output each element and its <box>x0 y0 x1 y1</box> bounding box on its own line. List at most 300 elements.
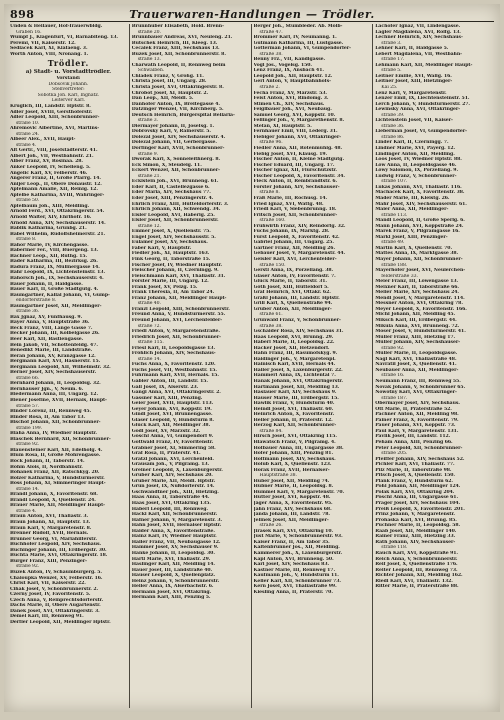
listing-entry: Hummel Karl, V, Margaretenstr. 70. <box>253 489 345 495</box>
listing-entry: Göschl Anna, VI, Gumpendorf 9. <box>131 434 214 440</box>
listing-entry: Haslauer Karl, XIV, Sechshaus 9. <box>253 390 337 396</box>
listing-entry: Hanke Johann, II, Leopoldsg. 30. <box>131 550 215 556</box>
listing-entry: Richter Johann, XII, Meidling 162. <box>375 573 463 579</box>
listing-entry: Nagl Karl, XVI, Thaliastraße 48. <box>375 356 457 362</box>
listing-entry: Dolezal Josef, XIV, Sechshauserstr. 4. <box>131 134 226 140</box>
listing-entry: Linder Karl, II, Czerningg. 7. <box>375 140 449 146</box>
listing-entry: Löwy Salomon, IX, Porzellang. 9. <box>375 168 459 174</box>
listing-entry: Janda Johann, III, Landstr. 78. <box>253 512 330 518</box>
listing-entry: Fiedler Anna, XII, Rotenmühlg. 48. <box>253 146 343 152</box>
listing-entry: Hübner Marie, II, Leopoldsg. 8. <box>253 484 334 490</box>
listing-entry: Chaloupka Wenzel, XV, Felberstr. 16. <box>10 575 103 581</box>
listing-entry: Ehrlich Johann, XII, Schwendg. 34. <box>131 207 221 213</box>
listing-entry: Gabler Anton, III, Landstr. 15. <box>131 379 208 384</box>
listing-entry: Forster Johann, XIV, Sechshauser- <box>253 184 340 190</box>
listing-entry: Christ Karl, VII, Kaiserstr. 22. <box>10 581 86 587</box>
listing-entry: Meller Marie, XIV, Sechshaus 24. <box>375 290 459 296</box>
listing-entry: Franzl Leopold, XIII, Schönbrunnerstr. <box>131 306 230 312</box>
listing-entry: Reich Anna, V, Schönbrunnerstr. <box>375 556 458 562</box>
listing-entry: Bachner Leop., XII, Ruthg. 15. <box>10 253 88 259</box>
listing-entry: Hacker Josef, XII, Hetzendorf. <box>253 345 330 351</box>
listing-entry: Fink Georg, II, Taborstraße 15. <box>131 256 211 262</box>
listing-entry: Lehner Karl, II, Haidgasse 5. <box>375 46 449 52</box>
listing-entry: Buzek Josef, XII, Schönbrunnerstr. 8. <box>131 51 226 57</box>
listing-entry: Hanak Johann, XVI, Ottakringerstr. <box>253 379 343 384</box>
listing-entry: straße 113. <box>381 212 408 218</box>
listing-entry: Benedikt Marie, III, Landstraße. <box>10 348 93 354</box>
listing-entry: straße 107. <box>381 179 408 185</box>
listing-entry: Fecha Franz, XV, Märzstr. 53. <box>253 90 327 96</box>
listing-entry: straße 4. <box>16 508 37 514</box>
listing-entry: Förster Marie, III, Ungarg. 12. <box>131 279 209 285</box>
listing-entry: Preiß Leopold, X, Favoritenstr. 201. <box>375 506 465 512</box>
listing-entry: Fried Ignaz, XVI, Wattg. 48. <box>253 201 324 207</box>
listing-entry: Fiedler Joh., XI, Hauptstr. 163. <box>131 251 210 257</box>
listing-entry: straße 5. <box>381 68 402 74</box>
listing-entry: Gerstl Anna, IX, Porzellang. 38. <box>253 268 334 274</box>
listing-entry: Leiterver Karl. <box>51 98 86 104</box>
listing-entry: Feiglbauer Joh., XVI, Neubaug. <box>253 107 332 113</box>
listing-entry: Hofer Johann, XIII, Penzing 81. <box>253 451 334 457</box>
listing-entry: Lenz Franz, IX, Ansbach 41. <box>253 68 324 74</box>
listing-entry: Bergmann Karl, XVI, Hasnerstr. 15. <box>10 359 101 365</box>
listing-entry: Bahor Marie, IV, Kirchengasse. <box>10 242 89 248</box>
listing-entry: Brauer Marie, XII, Meidlinger Haupt- <box>10 503 106 509</box>
listing-entry: Heindl Josef, XVI, Thaliastr. 60. <box>253 406 334 412</box>
listing-entry: Engel Josef, XIV, Sechshausstr. 5. <box>131 234 216 240</box>
listing-entry: Gall Josef, IX, Alserstr. 23. <box>131 384 199 390</box>
listing-entry: Eder Maria, XIV, Sechshaus 77. <box>131 190 211 196</box>
listing-entry: Boss Johann, XI, Simmeringer Haupt- <box>10 481 106 487</box>
listing-entry: Haidinger Joh., V, Margaretenpl. <box>253 356 336 362</box>
listing-entry: Hackl Karl, XII, Schönbrunnerstr. <box>131 512 218 518</box>
listing-entry: Böck Johann, II, Taborstr. 14. <box>10 459 85 465</box>
listing-entry: Dworak Karl, X, Sonneleithnerg. 8. <box>131 157 221 163</box>
listing-entry: Lukas Johann, XVI, Thaliastr. 116. <box>375 184 462 190</box>
listing-entry: straße 66. <box>16 375 40 381</box>
listing-entry: Berner Josef, XIV, Sechshauserstr. <box>10 370 97 376</box>
listing-entry: Fuchs Anna, X, Favoritenstr. 120. <box>131 362 216 368</box>
listing-entry: Lewinsky Anna, XVI, Ottakringer- <box>375 107 461 113</box>
listing-entry: Rainer Franz, XIII, Hietzing 33. <box>375 534 456 540</box>
listing-entry: Fiebig Josef, XVI, Klausg. 19. <box>253 151 328 157</box>
listing-entry: Haas Leopold, XVI, Brunng. 29. <box>253 334 334 340</box>
listing-entry: Gangl Anna, XVI, Ottakringerstr. 2. <box>131 390 221 396</box>
listing-entry: Rath Johann, XIV, Sechshauser- <box>375 539 456 545</box>
listing-column-1 <box>10 24 129 708</box>
listing-entry: Alber Franz, XV, Rosinaa. 28. <box>10 159 83 165</box>
listing-entry: straße 49. <box>381 240 405 246</box>
listing-entry: Datzinger Wenzel, VII, Kirchberg. 5. <box>131 107 224 113</box>
listing-entry: Bahr Leopold, IX, Lichtensteinstr. 13. <box>10 270 105 276</box>
listing-entry: Friesl Karl, II, Leopoldsgasse 13. <box>131 345 215 351</box>
listing-entry: Gödl Josef, XV, Märzstr. 32. <box>131 428 201 434</box>
listing-entry: Brunnbauer Andreas, XVI, Neuleng. 21. <box>131 35 233 41</box>
listing-entry: straße 16. <box>381 373 405 379</box>
listing-entry: Fleck Anton, II, Rembrandtstr. 6. <box>253 179 338 185</box>
listing-entry: Sedlacek Karl, XI, Klafaeng. 3. <box>10 46 88 52</box>
listing-entry: Bergmann Leopold, XII, Wilhelmstr. 32. <box>10 364 111 370</box>
listing-entry: Puchner Marie, II, Leopoldsg. 58. <box>375 523 461 529</box>
listing-entry: Hainz Karl, IV, Wiedner Hauptstr. <box>131 534 217 540</box>
listing-entry: Blaschek Bernhard, XII, Schönbrunner- <box>10 436 111 442</box>
listing-entry: straße 12. <box>137 223 161 229</box>
listing-entry: Müller Franz, XIII, Hietzing 17. <box>375 334 456 340</box>
listing-entry: Haider Anna, X, Favoritenstraße. <box>131 528 215 534</box>
listing-entry: Eisler Leopold, XVI, Haberlg. 25. <box>131 212 215 218</box>
listing-entry: straße 188. <box>381 262 408 268</box>
listing-entry: felderstraße 33. <box>381 273 418 279</box>
listing-entry: Hartl Marie, XVI, Thaliastr. 29. <box>131 556 211 562</box>
section-subheading: a) Stadt- u. Vorstadttrödler. <box>25 69 112 76</box>
listing-entry: Fischer Anton, II, Kleine Stadtgutg. <box>253 157 344 163</box>
listing-entry: Cecalek Franz, XIII, Sechshaus 13. <box>131 46 220 52</box>
listing-entry: Huber Josef, XII, Meidling 74. <box>253 478 330 484</box>
listing-entry: Gärtner Franz, XII, Meidling 26. <box>253 245 336 251</box>
listing-entry: Göth Josef, XIII, Hütteldorf 5. <box>253 284 329 290</box>
listing-entry: straße 40. <box>137 301 161 307</box>
listing-entry: Raab Josef, XII, Meidlinger 140. <box>375 528 457 534</box>
listing-entry: Czech Anna, V, Reinprechtsdorferstr. <box>10 597 104 603</box>
listing-entry: Fritsch Josef, XII, Schönbrunner- <box>253 212 338 218</box>
listing-column-4 <box>372 24 494 708</box>
listing-entry: Ritter Marie, II, Praterstraße 88. <box>375 584 459 590</box>
listing-entry: Danhofer Anton, IX, Breitegasse 4. <box>131 101 220 107</box>
listing-entry: Peham Anna, XIII, Penzing 66. <box>375 440 453 446</box>
listing-entry: Ecklstein Joh., XVI, Brunneng. 61. <box>131 179 219 185</box>
listing-entry: Pilz Marie, II, Taborstraße 98. <box>375 467 452 473</box>
listing-entry: Buzek Anton, IV, Schaumburgerg. 5. <box>10 569 102 575</box>
listing-entry: Lieberman Josef, VI, Gumpendorfer- <box>375 129 468 135</box>
listing-entry: Glück Karl, XII, Meidlinger 38. <box>131 423 211 429</box>
listing-entry: Gratzl Johann, XVI, Lerchenfeld. <box>131 456 214 462</box>
listing-entry: straße 36. <box>381 123 405 129</box>
listing-entry: Marek Franz, V, Pilgramgasse 16. <box>375 229 460 235</box>
listing-entry: Kaufmann Joh., V, Hundsturm 11. <box>253 573 339 579</box>
listing-entry: Feist Anton, XVI, Rindomg. 3. <box>253 96 329 102</box>
listing-entry: Deutsch Heinrich, Bürgerspital Bellaria- <box>131 112 235 118</box>
listing-entry: straße 17. <box>381 57 405 63</box>
listing-entry: Kai 25. <box>381 85 398 91</box>
listing-entry: Böhm Alois, II, Nordbahnstr. <box>10 464 83 470</box>
listing-entry: Müller Johann, XIV, Sechshauser- <box>375 340 461 346</box>
listing-entry: Grün Josef, IX, Nußdorferstr. 14. <box>131 484 215 490</box>
listing-entry: straße 92. <box>16 442 40 448</box>
listing-entry: straße 47. <box>259 29 283 35</box>
listing-entry: Prinz Johann, V, Margaretenstr. <box>375 512 455 518</box>
listing-entry: Czerny Josef, IV, Favoritenstr. 5. <box>10 592 91 598</box>
listing-entry: Pichler Karl, XVI, Thaliastr. 77. <box>375 462 455 468</box>
listing-entry: Mikula Anna, XVI, Brunneng. 72. <box>375 323 460 329</box>
listing-entry: Cihak Josef, V, Schönbrunnerstr. 2. <box>10 586 99 592</box>
listing-entry: Haberl Leopold, III, Rennweg. <box>131 506 208 512</box>
listing-entry: Fuhrmann Karl, XVII, Hernals. 15. <box>131 373 219 379</box>
listing-entry: Hauer Josef, III, Landstraße 40. <box>131 567 213 573</box>
listing-entry: Pitsch Josef, X, Quellenstr. 150. <box>375 473 455 479</box>
listing-entry: straße 8. <box>259 190 280 196</box>
listing-entry: straße 10. <box>16 120 40 126</box>
listing-entry: Dan Leop., XII, Meidl. 5. <box>131 96 194 102</box>
listing-entry: Geisler Karl, XVI, Lerchenfelder- <box>253 256 337 262</box>
listing-entry: straße 86. <box>381 134 405 140</box>
listing-entry: Demel Karl, III, Rennweg 91. <box>10 614 84 620</box>
listing-entry: straße 187. <box>381 395 408 401</box>
listing-entry: Meixner Karl, II, Taborstraße 66. <box>375 284 459 290</box>
listing-entry: Peter Leopold, XII, Schönbrunner- <box>375 445 463 451</box>
listing-entry: Lenz Karl, V, Margaretenstr. <box>375 90 447 96</box>
listing-entry: straße 84. <box>259 428 283 434</box>
listing-entry: Meier Franz, III, Löwengasse 13. <box>375 279 459 285</box>
listing-entry: Pachner Anton, XII, Meidling 98. <box>375 412 459 418</box>
listing-entry: Fischer Josef, IV, Wiedner Hauptstr. <box>131 262 223 268</box>
listing-entry: Arnold Ferd., XVI, Ottakringerstr. 54. <box>10 209 105 215</box>
listing-entry: Kaltenbrunner Jos., XII, Meidling. <box>253 545 340 551</box>
listing-entry: straße 72. <box>137 323 161 329</box>
listing-entry: Kruglich, III, Landstr. Hptstr. 8. <box>10 104 91 110</box>
listing-entry: straße 13. <box>137 57 161 63</box>
listing-entry: Binder Lorenz, III, Rennweg 45. <box>10 409 92 415</box>
listing-entry: Müller Marie, II, Leopoldsgasse. <box>375 351 458 357</box>
listing-entry: Gruber Anton, XII, Meidlinger- <box>253 306 332 312</box>
listing-entry: Maier Anna, XII, Meidlinger- <box>375 207 449 213</box>
listing-entry: Nowotny Karl, XVI, Ottakringer- <box>375 390 457 396</box>
listing-entry: straße 24. <box>16 131 40 137</box>
listing-entry: Anijer Leop., II, Obere Donaustr. 12. <box>10 181 102 187</box>
listing-entry: Bayer Anna, V, Hauptstraße 36. <box>10 320 90 326</box>
listing-entry: Stimen Ch., XIV, Sechshaus. <box>253 101 325 107</box>
listing-entry: straße 9. <box>137 151 159 157</box>
listing-entry: Heinrich Anton, X, Favoritenstr. <box>253 412 335 418</box>
listing-entry: Dorfinger Karl, XVII, Schönbrunner- <box>131 146 225 152</box>
listing-entry: Lechner Heinrich, XIV, Sechshaus- <box>375 35 463 41</box>
listing-entry: Bax Jgnaz, XV, Fünfhausg. 9. <box>10 314 83 320</box>
listing-entry: straße 118. <box>381 545 408 551</box>
listing-entry: straße 3. <box>137 118 159 124</box>
listing-entry: Frank Josef, XV, Pelzg. 15. <box>131 284 198 290</box>
listing-entry: Apfelmann Amalie, XII, Reinig. 12. <box>10 187 98 193</box>
listing-entry: Fischer Ignaz, XII, Flurschützstr. <box>253 168 337 174</box>
listing-entry: Danek Josef, XVI, Ottakringerstr. 3. <box>10 608 100 614</box>
listing-entry: Hammer Josef, XV, Sechshauser 9. <box>131 545 219 551</box>
listing-entry: Glaser Anton, IV, Favoritenstr. 7. <box>253 273 336 279</box>
listing-entry: Freund Anna, V, Hundsturmerstr. 55. <box>131 312 226 318</box>
listing-entry: Haslinger Karl, XII, Meidling 14. <box>131 562 215 568</box>
listing-entry: Ahremovic Albertine, XVI, Martins- <box>10 126 100 132</box>
listing-entry: Christa Josef, III, Ungarg. 28. <box>131 79 207 85</box>
listing-entry: Wumpf J., Klagenfurt, VI, Barnabiteng. 13. <box>10 35 118 41</box>
listing-entry: Worth Anton, VIII, Nronang. 1. <box>10 51 89 57</box>
listing-entry: Burger Franz, XIII, Penzinger- <box>10 558 87 564</box>
listing-entry: Lagler Magdalena, XVI, Rolfg. 13. <box>375 29 461 35</box>
listing-entry: Painer Franz, X, Favoritenstr. 79. <box>375 417 459 423</box>
listing-entry: Fuchs Josef, VII, Westbahnstr. 15. <box>131 367 217 373</box>
listing-entry: Leitner Emilie, XVI, Wallg. 16. <box>375 73 452 79</box>
listing-entry: Eck Simon, X, Steudelg. 11. <box>131 162 202 168</box>
listing-entry: Hahn Franz, III, Rasumofskyg. 9. <box>253 351 338 357</box>
listing-entry: Jirasek Karl, XVI, Ottakring 10. <box>253 528 334 534</box>
listing-entry: Arnold Anna, XIV, Sechshauserstr. 14. <box>10 220 106 226</box>
listing-entry: Apfelbe Katharina, XVIII, Währinger- <box>10 192 105 198</box>
directory-page <box>4 4 500 712</box>
listing-entry: Hammerl Anna, IX, Lichtental 7. <box>253 373 336 379</box>
listing-entry: straße 36. <box>16 309 40 315</box>
listing-entry: Chladek Franz, V, Grohg. 11. <box>131 73 204 79</box>
listing-entry: Schwalben. <box>137 68 165 74</box>
listing-entry: Gruber Karl, XIV, Sechshaus 20. <box>131 473 213 479</box>
listing-entry: Alt Gertr., VIII, Josefstädterstr. 41. <box>10 148 98 154</box>
listing-entry: Heller Johann, II, Praterstr. 12. <box>253 417 333 423</box>
listing-entry: Mayerhofer Josef, XVI, Neulerchen- <box>375 268 466 274</box>
listing-entry: Lerch Johann, V, Hundsturmerstr. 27. <box>375 101 470 107</box>
listing-entry: Friedl Karl, V, Siebenbrunng. 18. <box>253 207 337 213</box>
listing-entry: Eckert Wenzel, XII, Schönbrunner- <box>131 168 220 174</box>
listing-entry: Geyer Johann, XVI, Koppstr. 19. <box>131 406 212 412</box>
listing-entry: Plank Franz, V, Hundsturm 62. <box>375 478 453 484</box>
listing-entry: Neubauer Anna, XII, Meidlinger- <box>375 367 459 373</box>
listing-entry: Mendl Josef, V, Margaretenstr. 114. <box>375 295 465 301</box>
listing-entry: straße 2. <box>259 85 280 91</box>
listing-entry: straße 96. <box>259 140 283 146</box>
listing-entry: straße 3. <box>381 40 402 46</box>
listing-entry: Charwath Leopold, II, Rennweg beim <box>131 62 226 68</box>
listing-entry: Badura Franz, IX, Müllnergasse 14. <box>10 264 100 270</box>
listing-entry: Angerer Franz, II, Große Pfarrg. 14. <box>10 176 101 182</box>
listing-entry: Fleischer Johann, II, Czerningg. 9. <box>131 268 219 274</box>
listing-entry: Kammerer Joh., X, Laxenburgerstr. <box>253 550 343 556</box>
listing-entry: Graf Rosa, II, Praterstr. 41. <box>131 451 201 457</box>
listing-entry: Jahn Franz, XIV, Sechshaus 68. <box>253 506 332 512</box>
listing-entry: Buchinger Johann, III, Erdbergstr. 30. <box>10 547 107 553</box>
listing-entry: Eder Josef, XIII, Penzingerstr. 4. <box>131 195 214 201</box>
listing-entry: Novak Johann, V, Schönbrunner 65. <box>375 384 466 390</box>
listing-entry: endorferstraße 8. <box>16 298 57 304</box>
listing-entry: Elsler Josef, XII, Schönbrunnerstr. <box>131 218 219 224</box>
listing-entry: straße 57. <box>16 403 40 409</box>
listing-entry: Bader Katharina, III, Bezirksg. 26. <box>10 259 98 265</box>
listing-entry: Gindl Josef, XVI, Brunnengasse. <box>131 412 213 418</box>
listing-entry: Jäger Anna, X, Favoritenstr. 95. <box>253 501 333 507</box>
listing-entry: Unden & Hellauer, Hof-Trauerwbldg. <box>10 24 103 29</box>
listing-entry: Brenner Rudolf, XVII, Hernals. <box>10 531 89 537</box>
listing-entry: Fiebiger Johann, XVI, Ottakringer- <box>253 134 342 140</box>
listing-entry: straße 14. <box>16 486 40 492</box>
listing-entry: Bernhard Johann, II, Leopoldsg. 32. <box>10 381 101 387</box>
listing-entry: straße 38. <box>259 323 283 329</box>
listing-entry: straße 14. <box>137 356 161 362</box>
listing-entry: Angelic Karl, XV, Felberstr. 46. <box>10 170 88 176</box>
listing-entry: Fischer Leopold, X, Favoritenstr. 34. <box>253 173 345 179</box>
listing-entry: Bauer Johann, II, Haidgasse. <box>10 281 83 287</box>
listing-entry: Emmer Josef, X, Quellenstr. 75. <box>131 229 211 235</box>
listing-entry: Rauch Karl, XVI, Koppstraße 91. <box>375 550 458 556</box>
listing-entry: Blum Rosa, II, Große Mohrengasse. <box>10 453 101 459</box>
listing-entry: Bolzer Katharina, V, Hundsturmerstr. <box>10 475 105 481</box>
listing-entry: Biedermann Anna, III, Ungarg. 12. <box>10 392 98 398</box>
listing-entry: Apfelbaum Joh., XIII, Meidling. <box>10 203 90 209</box>
listing-entry: straße 39. <box>381 112 405 118</box>
listing-entry: Friedl Anton, V, Margaretenstraße. <box>131 329 220 335</box>
listing-entry: Biener Josefine, XVII, Hernals, Haupt- <box>10 398 107 403</box>
listing-entry: straße 199. <box>16 425 43 431</box>
listing-entry: Franz Johann, XII, Meidlinger Haupt- <box>131 295 227 301</box>
listing-entry: Bohanek Franz, XII, Ratschkyg. 20. <box>10 470 100 476</box>
listing-entry: Ott Marie, II, Praterstraße 52. <box>375 406 452 412</box>
listing-entry: Fuchs Johann, IX, Marktg. 28. <box>253 229 330 235</box>
listing-entry: Just Marie, V, Schönbrunnerstr. 93. <box>253 534 343 540</box>
listing-entry: Dachs Marie, II, Obere Augartenstr. <box>10 603 101 609</box>
listing-entry: Bauer Karl, II, Große Stadtgutg. 4. <box>10 287 99 293</box>
listing-entry: Paul Karl, V, Margaretenstr. 131. <box>375 428 459 434</box>
listing-entry: Brunnhuber Elisabeth, Hold. Brenn- <box>131 24 224 29</box>
page-number: 898 <box>10 7 35 21</box>
listing-entry: Dobšovik Johann. <box>48 81 89 87</box>
listing-entry: Bahorsch Joh., IX, Sechshauserstr. 4. <box>10 275 104 281</box>
listing-entry: Hauser Marie, III, Erdbergstr. 15. <box>253 395 339 401</box>
listing-entry: straße 8. <box>16 237 37 243</box>
listing-entry: Horak Franz, XVII, Hernalser- <box>253 467 330 473</box>
listing-entry: Hauptstraße 38. <box>259 473 297 479</box>
listing-entry: straße 61. <box>259 312 283 318</box>
listing-entry: Chrobot Josef, XI, Hauptstr. 2. <box>131 90 209 96</box>
listing-entry: Grünwald Franz, V, Schönbrunner- <box>253 317 341 323</box>
listing-entry: Frank Theresia, II, Am Tabor 24. <box>131 290 215 296</box>
listing-entry: Pauer Johann, XVI, Koppstr. 73. <box>375 423 456 429</box>
listing-entry: Faber Karl, V, Hauptstr. <box>131 245 192 251</box>
listing-entry: Adler Leopold, XIII, Schönbrunner- <box>10 115 100 121</box>
listing-entry: straße 92. <box>16 564 40 570</box>
listing-entry: Fleischmann Karl, XVI, Thaliastr. 31. <box>131 273 226 279</box>
listing-entry: Blaha Anna, IV, Wiedner Hauptstr. <box>10 431 97 437</box>
listing-entry: Fröhlich Johann, XIV, Sechshaus- <box>131 351 216 357</box>
listing-entry: Fürst Leopold, X, Favoritenstr. 42. <box>253 234 340 240</box>
page-title: Trauerwaren-Handlungen — Trödler. <box>129 7 375 21</box>
listing-entry: Baumgartner Josef, XII, Meidlinger- <box>10 303 102 309</box>
listing-entry: Leitner Josef, XIII, Hietzinger- <box>375 79 453 85</box>
listing-entry: Geier Josef, XVII, Hauptstr. 113. <box>131 401 214 407</box>
listing-entry: Braun Johann, XI, Hauptstr. 13. <box>10 520 91 526</box>
listing-entry: Hawlik Franz, V, Hundsturm 40. <box>253 401 335 407</box>
listing-entry: straße 50. <box>16 198 40 204</box>
listing-entry: Christa Josef, XVI, Ottakringerstr. 8. <box>131 85 224 91</box>
listing-entry: Greiner Leopold, X, Laxenburgerstr. <box>131 467 223 473</box>
listing-entry: Glück Marie, II, Taborstr. 31. <box>253 279 327 285</box>
listing-entry: Pfeiffer Johann, XIV, Sechshaus 52. <box>375 456 465 462</box>
listing-entry: straße 4. <box>16 142 37 148</box>
listing-entry: Martin Karl, X, Quellenstr. 70. <box>375 245 452 251</box>
listing-entry: Prager Josef, XIV, Sechshaus 104. <box>375 501 461 507</box>
listing-entry: Mandl Leopold, II, Große Sperlg. 6. <box>375 218 465 224</box>
listing-entry: Miksch Karl, III, Erdbergstr. 44. <box>375 317 457 323</box>
listing-entry: Buchhofer Leopold, XIV, Sechshaus. <box>10 542 102 548</box>
listing-entry: straße 21. <box>137 173 161 179</box>
listing-entry: Navratil Josef, X, Quellenstr. 41. <box>375 362 457 368</box>
listing-entry: Bernhauser Jgn., V, Neum. 6. <box>10 386 84 392</box>
listing-entry: Vogl Jos., Vogelsg. 150. <box>253 62 312 68</box>
listing-entry: Hauser Leopold, X, Quellenplatz. <box>131 573 216 579</box>
listing-entry: Stefan, XI, Hauptstr. 5. <box>253 123 312 129</box>
listing-entry: Leopold Joh., XII, Hauptstr. 12. <box>253 73 333 79</box>
listing-entry: Riedl Karl, XVI, Thaliastr. 132. <box>375 578 453 584</box>
columns <box>10 24 494 708</box>
listing-entry: Brandl Johann, X, Favoritenstr. 68. <box>10 492 98 498</box>
listing-entry: Kiesling Anna, II, Praterstr. 70. <box>253 589 333 595</box>
listing-entry: Jelinek Josef, XII, Meidlinger- <box>253 517 329 523</box>
listing-entry: Gebauer Josef, V, Margaretenstr. 44. <box>253 251 346 257</box>
listing-entry: Fraß Marie, III, Rochusg. 14. <box>253 195 328 201</box>
listing-entry: Ludwig Franz, V, Schönbrunner- <box>375 173 457 179</box>
listing-entry: Arnold Walter, XIV, Ehrlhofr. 16. <box>10 214 92 220</box>
listing-entry: Pöschl Anna, III, Ungargasse 61. <box>375 495 459 501</box>
